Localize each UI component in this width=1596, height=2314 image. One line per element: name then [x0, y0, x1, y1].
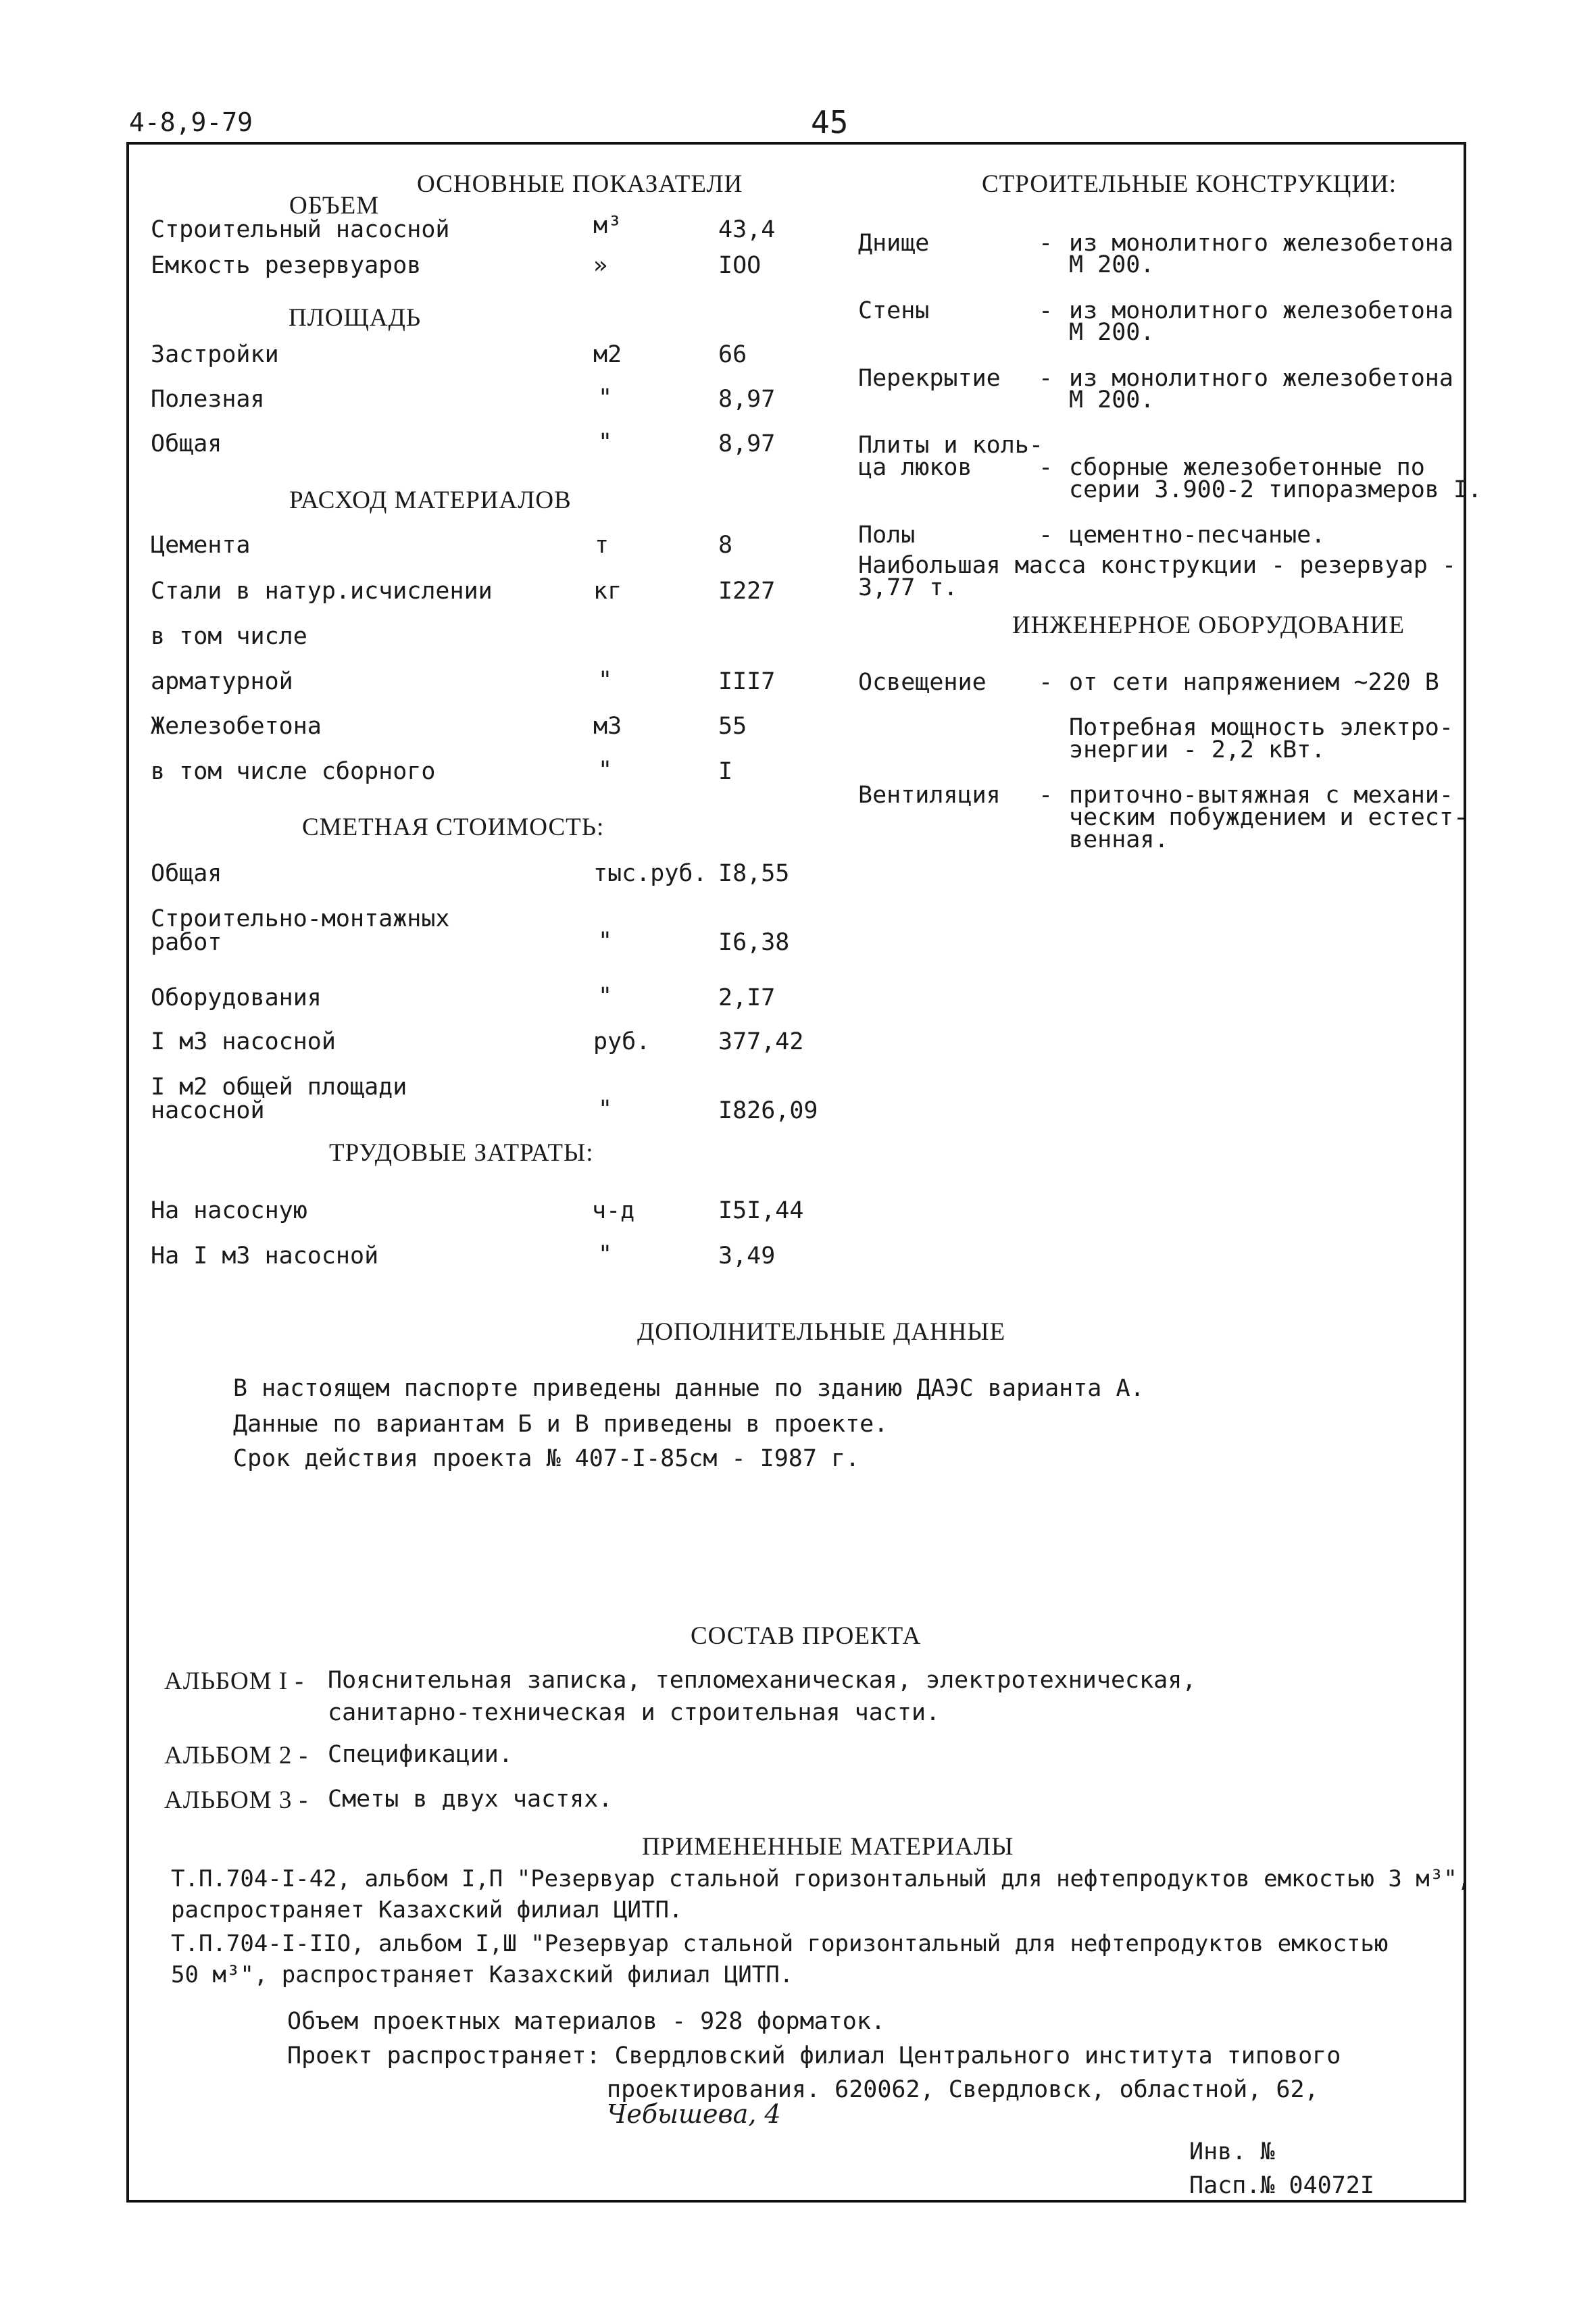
construction-desc-2: М 200. [1069, 386, 1155, 413]
project-volume: Объем проектных материалов - 928 форматок. [287, 2008, 886, 2035]
volume-row-unit: м³ [593, 212, 622, 239]
cost-row-value: 2,I7 [718, 984, 776, 1011]
materials-row-unit: " [598, 667, 613, 694]
area-row-name: Полезная [151, 386, 265, 413]
construction-desc-2: М 200. [1069, 319, 1155, 346]
construction-dash: - [1039, 522, 1053, 549]
construction-name: Стены [858, 297, 930, 324]
volume-row-name: Емкость резервуаров [151, 252, 422, 279]
materials-row-name: в том числе [151, 623, 307, 650]
labor-row-value: 3,49 [718, 1242, 776, 1269]
cost-row-value: I8,55 [718, 860, 790, 887]
construction-desc: из монолитного железобетона [1069, 297, 1453, 324]
materials-row-value: 8 [718, 532, 733, 559]
cost-row-name: Общая [151, 860, 222, 887]
construction-name-continued: ца люков [858, 454, 972, 481]
handwritten-address: Чебышева, 4 [607, 2099, 781, 2129]
construction-dash: - [1039, 454, 1053, 481]
labor-row-name: На I м3 насосной [151, 1242, 379, 1269]
album-desc: Сметы в двух частях. [328, 1786, 613, 1813]
lighting-power-2: энергии - 2,2 кВт. [1069, 736, 1326, 763]
labor-row-name: На насосную [151, 1197, 307, 1224]
album-desc-2: санитарно-техническая и строительная части. [328, 1699, 941, 1726]
additional-line: Данные по вариантам Б и В приведены в проекте. [233, 1411, 889, 1438]
lighting-dash: - [1039, 669, 1053, 696]
construction-dash: - [1039, 230, 1053, 257]
cost-row-unit: тыс.руб. [593, 860, 707, 887]
volume-row-value: 43,4 [718, 216, 776, 243]
additional-data-title: ДОПОЛНИТЕЛЬНЫЕ ДАННЫЕ [637, 1318, 1006, 1346]
cost-row-name: Оборудования [151, 984, 322, 1011]
volume-heading: ОБЪЕМ [289, 192, 380, 220]
construction-dash: - [1039, 365, 1053, 392]
lighting-power: Потребная мощность электро- [1069, 714, 1453, 741]
volume-row-unit: » [593, 252, 608, 279]
materials-row-name: Цемента [151, 532, 251, 559]
area-row-value: 8,97 [718, 430, 776, 457]
materials-row-unit: м3 [593, 713, 622, 740]
labor-row-value: I5I,44 [718, 1197, 804, 1224]
labor-heading: ТРУДОВЫЕ ЗАТРАТЫ: [329, 1139, 594, 1167]
materials-row-name: Железобетона [151, 713, 322, 740]
construction-desc-2: серии 3.900-2 типоразмеров I. [1069, 476, 1482, 503]
materials-heading: РАСХОД МАТЕРИАЛОВ [289, 486, 572, 514]
materials-row-unit: " [598, 757, 613, 784]
ventilation-desc-2: ческим побуждением и естест- [1069, 804, 1468, 831]
construction-dash: - [1039, 297, 1053, 324]
construction-name: Днище [858, 230, 930, 257]
applied-materials-title: ПРИМЕНЕННЫЕ МАТЕРИАЛЫ [642, 1833, 1014, 1861]
construction-desc-2: М 200. [1069, 251, 1155, 278]
album-label: АЛЬБОМ I - [164, 1667, 304, 1695]
construction-desc: из монолитного железобетона [1069, 230, 1453, 257]
album-desc: Спецификации. [328, 1741, 513, 1768]
cost-row-unit: " [598, 983, 613, 1010]
main-indicators-title: ОСНОВНЫЕ ПОКАЗАТЕЛИ [417, 170, 743, 198]
area-row-unit: м2 [593, 341, 622, 368]
materials-row-name: арматурной [151, 668, 293, 695]
cost-row-unit: " [598, 928, 613, 955]
area-row-unit: " [598, 384, 613, 411]
ventilation-label: Вентиляция [858, 782, 1001, 809]
volume-row-value: IOO [718, 252, 762, 279]
volume-row-name: Строительный насосной [151, 216, 450, 243]
construction-name: Полы [858, 522, 916, 549]
page-number: 45 [811, 104, 849, 141]
cost-row-name: Строительно-монтажных [151, 905, 450, 932]
materials-row-name: в том числе сборного [151, 758, 436, 785]
heaviest-construction: Наибольшая масса конструкции - резервуар - [858, 552, 1457, 579]
cost-row-value: 377,42 [718, 1028, 804, 1055]
composition-title: СОСТАВ ПРОЕКТА [691, 1622, 922, 1650]
materials-row-unit: т [595, 532, 609, 559]
labor-row-unit: " [598, 1241, 613, 1268]
project-distributor: Проект распространяет: Свердловский филиал Центрального института типового [287, 2042, 1341, 2069]
materials-row-value: III7 [718, 668, 776, 695]
ventilation-desc-3: венная. [1069, 826, 1169, 853]
ventilation-desc: приточно-вытяжная с механи- [1069, 782, 1453, 809]
materials-row-unit: кг [593, 578, 622, 605]
construction-name: Перекрытие [858, 365, 1001, 392]
constructions-title: СТРОИТЕЛЬНЫЕ КОНСТРУКЦИИ: [982, 170, 1397, 198]
page-frame [126, 142, 1466, 2203]
construction-desc: сборные железобетонные по [1069, 454, 1425, 481]
area-row-value: 66 [718, 341, 747, 368]
materials-row-value: I [718, 758, 733, 785]
album-label: АЛЬБОМ 2 - [164, 1742, 308, 1769]
cost-row-value: I826,09 [718, 1097, 818, 1124]
album-desc: Пояснительная записка, тепломеханическая, электротехническая, [328, 1667, 1197, 1694]
project-distributor-address: проектирования. 620062, Свердловск, областной, 62, [607, 2076, 1319, 2103]
cost-row-name: I м2 общей площади [151, 1074, 407, 1101]
album-label: АЛЬБОМ 3 - [164, 1786, 308, 1814]
cost-row-name-continued: насосной [151, 1097, 265, 1124]
construction-desc: из монолитного железобетона [1069, 365, 1453, 392]
applied-line: распространяет Казахский филиал ЦИТП. [171, 1896, 683, 1923]
materials-row-value: I227 [718, 578, 776, 605]
cost-row-unit: " [598, 1096, 613, 1123]
construction-desc: цементно-песчаные. [1069, 522, 1326, 549]
cost-heading: СМЕТНАЯ СТОИМОСТЬ: [302, 813, 605, 841]
materials-row-value: 55 [718, 713, 747, 740]
area-row-unit: " [598, 429, 613, 456]
ventilation-dash: - [1039, 782, 1053, 809]
area-heading: ПЛОЩАДЬ [289, 304, 422, 332]
lighting-label: Освещение [858, 669, 987, 696]
heaviest-construction-mass: 3,77 т. [858, 574, 958, 601]
cost-row-value: I6,38 [718, 929, 790, 956]
area-row-value: 8,97 [718, 386, 776, 413]
additional-line: В настоящем паспорте приведены данные по зданию ДАЭС варианта А. [233, 1375, 1145, 1402]
area-row-name: Застройки [151, 341, 279, 368]
equipment-title: ИНЖЕНЕРНОЕ ОБОРУДОВАНИЕ [1012, 611, 1405, 639]
labor-row-unit: ч-д [592, 1197, 635, 1224]
area-row-name: Общая [151, 430, 222, 457]
construction-name: Плиты и коль- [858, 432, 1043, 459]
lighting-desc: от сети напряжением ~220 В [1069, 669, 1439, 696]
cost-row-name-continued: работ [151, 929, 222, 956]
cost-row-unit: руб. [593, 1028, 651, 1055]
passport-number: Пасп.№ 04072I [1189, 2172, 1374, 2199]
cost-row-name: I м3 насосной [151, 1028, 336, 1055]
materials-row-name: Стали в натур.исчислении [151, 578, 493, 605]
additional-line: Срок действия проекта № 407-I-85см - I987 г. [233, 1445, 860, 1472]
applied-line: Т.П.704-I-IIO, альбом I,Ш "Резервуар стальной горизонтальный для нефтепродуктов емкостью [171, 1930, 1389, 1957]
applied-line: Т.П.704-I-42, альбом I,П "Резервуар стальной горизонтальный для нефтепродуктов емкостью 3 м³", [171, 1865, 1472, 1892]
inventory-number: Инв. № [1189, 2138, 1275, 2165]
applied-line: 50 м³", распространяет Казахский филиал ЦИТП. [171, 1961, 794, 1988]
document-code: 4-8,9-79 [129, 107, 253, 137]
